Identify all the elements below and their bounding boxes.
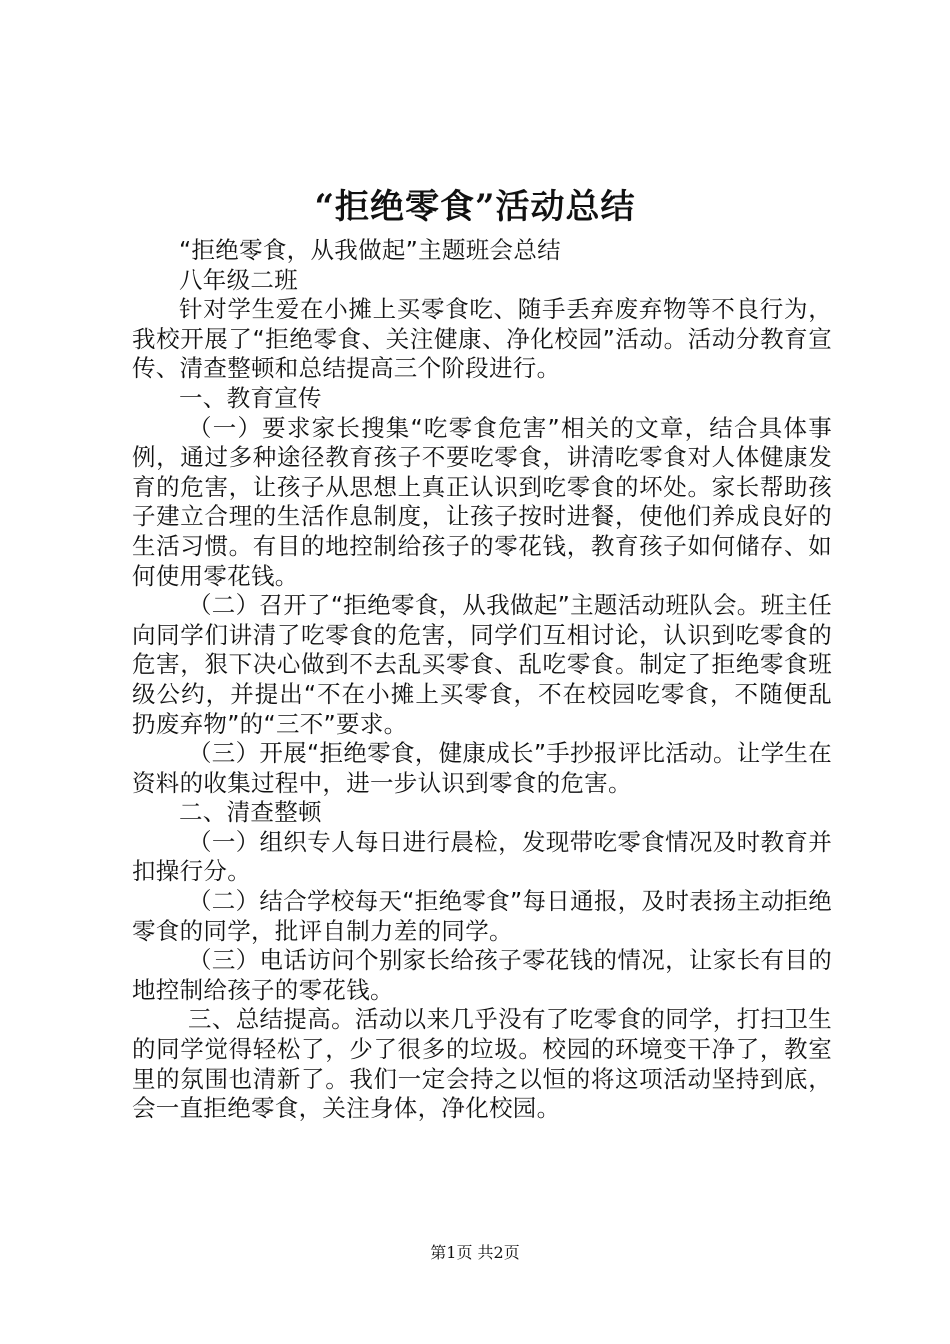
education-item-2: （二）召开了“拒绝零食，从我做起”主题活动班队会。班主任向同学们讲清了吃零食的危害，同学们互相讨论，认识到吃零食的危害，狠下决心做到不去乱买零食、乱吃零食。制定了拒绝零食班级公约，并提出“不在小摊上买零食，不在校园吃零食，不随便乱扔废弃物”的“三不”要求。: [132, 591, 832, 738]
page-number-footer: 第1页 共2页: [430, 1243, 520, 1262]
intro-paragraph: 针对学生爱在小摊上买零食吃、随手丢弃废弃物等不良行为，我校开展了“拒绝零食、关注健康、净化校园”活动。活动分教育宣传、清查整顿和总结提高三个阶段进行。: [132, 295, 832, 383]
document-title: “拒绝零食”活动总结: [314, 187, 636, 227]
section-heading-education: 一、教育宣传: [179, 383, 322, 412]
document-body: [132, 236, 832, 1124]
inspection-item-2: （二）结合学校每天“拒绝零食”每日通报，及时表扬主动拒绝零食的同学，批评自制力差的同学。: [132, 887, 832, 945]
summary-paragraph: 三、总结提高。活动以来几乎没有了吃零食的同学，打扫卫生的同学觉得轻松了，少了很多的垃圾。校园的环境变干净了，教室里的氛围也清新了。我们一定会持之以恒的将这项活动坚持到底，会一直拒绝零食，关注身体，净化校园。: [132, 1005, 832, 1123]
inspection-item-3: （三）电话访问个别家长给孩子零花钱的情况，让家长有目的地控制给孩子的零花钱。: [132, 946, 832, 1004]
class-name-paragraph: 八年级二班: [179, 265, 298, 294]
inspection-item-1: （一）组织专人每日进行晨检，发现带吃零食情况及时教育并扣操行分。: [132, 827, 832, 886]
subtitle-paragraph: “拒绝零食，从我做起”主题班会总结: [179, 236, 561, 264]
education-item-1: （一）要求家长搜集“吃零食危害”相关的文章，结合具体事例，通过多种途径教育孩子不要吃零食，讲清吃零食对人体健康发育的危害，让孩子从思想上真正认识到吃零食的坏处。家长帮助孩子建立合理的生活作息制度，让孩子按时进餐，使他们养成良好的生活习惯。有目的地控制给孩子的零花钱，教育孩子如何储存、如何使用零花钱。: [132, 413, 832, 590]
education-item-3: （三）开展“拒绝零食，健康成长”手抄报评比活动。让学生在资料的收集过程中，进一步认识到零食的危害。: [132, 739, 832, 797]
section-heading-inspection: 二、清查整顿: [179, 798, 322, 827]
